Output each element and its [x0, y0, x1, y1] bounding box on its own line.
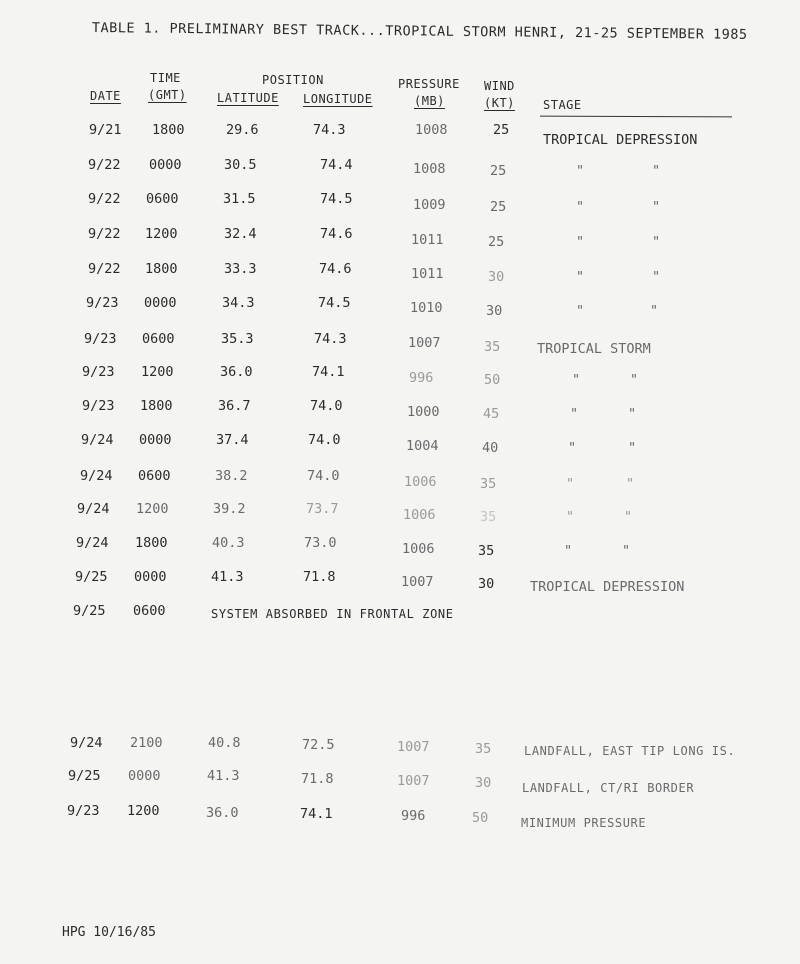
cell-pressure: 1011	[411, 266, 444, 282]
cell-stage-ditto: "	[564, 543, 573, 559]
header-wind-unit: (KT)	[484, 96, 515, 110]
cell-date: 9/25	[73, 603, 106, 619]
cell-pressure: 1008	[413, 161, 446, 177]
cell-stage-ditto: "	[652, 163, 661, 179]
cell-longitude: 74.5	[320, 191, 353, 207]
cell-latitude: 34.3	[222, 295, 255, 311]
cell-longitude: 72.5	[302, 737, 335, 753]
cell-wind: 25	[493, 122, 510, 138]
cell-latitude: 36.0	[220, 364, 253, 380]
table-row	[0, 295, 800, 319]
cell-wind: 25	[488, 234, 505, 250]
cell-latitude: 31.5	[223, 191, 256, 207]
table-row	[0, 364, 800, 388]
cell-time: 0000	[139, 432, 172, 448]
cell-date: 9/23	[82, 364, 115, 380]
cell-stage-ditto: "	[566, 476, 575, 492]
cell-stage-ditto: "	[650, 303, 659, 319]
cell-time: 2100	[130, 735, 163, 751]
cell-date: 9/25	[68, 768, 101, 784]
cell-stage-ditto: "	[622, 543, 631, 559]
header-position: POSITION	[262, 73, 324, 87]
cell-stage: TROPICAL DEPRESSION	[543, 132, 698, 148]
cell-longitude: 73.0	[304, 535, 337, 551]
cell-remark: MINIMUM PRESSURE	[521, 816, 647, 830]
cell-stage-ditto: "	[576, 199, 585, 215]
cell-latitude: 41.3	[211, 569, 244, 585]
cell-longitude: 74.0	[307, 468, 340, 484]
cell-date: 9/24	[77, 501, 110, 517]
cell-date: 9/24	[81, 432, 114, 448]
cell-latitude: 33.3	[224, 261, 257, 277]
cell-stage-ditto: "	[570, 406, 579, 422]
cell-date: 9/21	[89, 122, 122, 138]
table-row	[0, 432, 800, 456]
cell-latitude: 40.3	[212, 535, 245, 551]
table-row-absorbed	[0, 603, 800, 623]
cell-date: 9/22	[88, 191, 121, 207]
cell-time: 1800	[140, 398, 173, 414]
cell-longitude: 74.4	[320, 157, 353, 173]
cell-pressure: 1006	[403, 507, 436, 523]
cell-date: 9/23	[67, 803, 100, 819]
cell-date: 9/25	[75, 569, 108, 585]
cell-wind: 25	[490, 199, 507, 215]
table-row	[0, 261, 800, 285]
header-latitude: LATITUDE	[217, 91, 279, 105]
cell-stage-ditto: "	[576, 269, 585, 285]
cell-date: 9/23	[82, 398, 115, 414]
cell-longitude: 74.1	[312, 364, 345, 380]
cell-longitude: 73.7	[306, 501, 339, 517]
table-row	[0, 468, 800, 492]
cell-latitude: 41.3	[207, 768, 240, 784]
cell-time: 1200	[136, 501, 169, 517]
cell-stage-ditto: "	[628, 440, 637, 456]
cell-longitude: 71.8	[303, 569, 336, 585]
cell-wind: 25	[490, 163, 507, 179]
cell-latitude: 36.7	[218, 398, 251, 414]
cell-stage-ditto: "	[626, 476, 635, 492]
cell-pressure: 1006	[402, 541, 435, 557]
cell-date: 9/23	[84, 331, 117, 347]
table-row-extra	[0, 735, 800, 758]
cell-date: 9/23	[86, 295, 119, 311]
cell-time: 1200	[145, 226, 178, 242]
table-row	[0, 569, 800, 595]
cell-pressure: 996	[401, 808, 426, 824]
cell-wind: 30	[486, 303, 503, 319]
cell-pressure: 1007	[397, 739, 430, 755]
cell-wind: 45	[483, 406, 500, 422]
header-date: DATE	[90, 89, 121, 103]
header-time: TIME	[150, 71, 181, 85]
table-row-extra	[0, 768, 800, 795]
cell-wind: 35	[484, 339, 501, 355]
cell-wind: 35	[475, 741, 492, 757]
cell-time: 0000	[128, 768, 161, 784]
cell-longitude: 74.0	[310, 398, 343, 414]
cell-pressure: 1007	[401, 574, 434, 590]
table-row	[0, 122, 800, 148]
cell-date: 9/24	[70, 735, 103, 751]
cell-time: 0600	[133, 603, 166, 619]
table-row	[0, 157, 800, 177]
cell-wind: 50	[484, 372, 501, 388]
cell-stage: TROPICAL STORM	[537, 341, 651, 357]
cell-latitude: 38.2	[215, 468, 248, 484]
cell-wind: 50	[472, 810, 489, 826]
header-pressure: PRESSURE	[398, 77, 460, 91]
cell-stage-ditto: "	[652, 234, 661, 250]
cell-longitude: 74.6	[320, 226, 353, 242]
header-rule	[540, 116, 732, 118]
cell-wind: 40	[482, 440, 499, 456]
cell-latitude: 36.0	[206, 805, 239, 821]
cell-latitude: 32.4	[224, 226, 257, 242]
cell-longitude: 74.1	[300, 806, 333, 822]
cell-stage-ditto: "	[576, 234, 585, 250]
cell-time: 0000	[134, 569, 167, 585]
cell-remark: LANDFALL, CT/RI BORDER	[522, 781, 695, 795]
cell-date: 9/22	[88, 226, 121, 242]
cell-pressure: 1007	[397, 773, 430, 789]
header-time-unit: (GMT)	[148, 88, 187, 102]
cell-wind: 30	[488, 269, 505, 285]
cell-stage-ditto: "	[572, 372, 581, 388]
table-title: TABLE 1. PRELIMINARY BEST TRACK...TROPICAL STORM HENRI, 21-25 SEPTEMBER 1985	[91, 20, 748, 43]
cell-stage: TROPICAL DEPRESSION	[530, 579, 685, 595]
cell-longitude: 74.3	[313, 122, 346, 138]
cell-time: 1200	[127, 803, 160, 819]
cell-remark: LANDFALL, EAST TIP LONG IS.	[524, 744, 736, 758]
cell-wind: 35	[480, 509, 497, 525]
cell-time: 0600	[146, 191, 179, 207]
cell-time: 0000	[144, 295, 177, 311]
cell-wind: 35	[478, 543, 495, 559]
cell-latitude: 35.3	[221, 331, 254, 347]
cell-date: 9/24	[76, 535, 109, 551]
cell-stage-ditto: "	[576, 303, 585, 319]
cell-date: 9/22	[88, 157, 121, 173]
cell-pressure: 1004	[406, 438, 439, 454]
table-row	[0, 398, 800, 422]
cell-longitude: 74.0	[308, 432, 341, 448]
cell-date: 9/22	[88, 261, 121, 277]
cell-pressure: 1010	[410, 300, 443, 316]
cell-wind: 35	[480, 476, 497, 492]
cell-latitude: 40.8	[208, 735, 241, 751]
cell-pressure: 1011	[411, 232, 444, 248]
cell-wind: 30	[478, 576, 495, 592]
cell-pressure: 1000	[407, 404, 440, 420]
cell-longitude: 71.8	[301, 771, 334, 787]
table-row	[0, 331, 800, 357]
header-pressure-unit: (MB)	[414, 94, 445, 108]
cell-pressure: 1006	[404, 474, 437, 490]
cell-pressure: 1007	[408, 335, 441, 351]
table-row	[0, 535, 800, 559]
cell-longitude: 74.3	[314, 331, 347, 347]
table-row	[0, 191, 800, 215]
cell-stage-ditto: "	[576, 163, 585, 179]
cell-latitude: 30.5	[224, 157, 257, 173]
cell-time: 0600	[142, 331, 175, 347]
cell-stage-ditto: "	[566, 509, 575, 525]
table-row-extra	[0, 803, 800, 830]
cell-stage-ditto: "	[630, 372, 639, 388]
cell-time: 0600	[138, 468, 171, 484]
header-longitude: LONGITUDE	[303, 92, 373, 106]
cell-stage-ditto: "	[628, 406, 637, 422]
cell-time: 1800	[145, 261, 178, 277]
cell-time: 1800	[135, 535, 168, 551]
cell-wind: 30	[475, 775, 492, 791]
cell-pressure: 996	[409, 370, 434, 386]
cell-time: 0000	[149, 157, 182, 173]
cell-time: 1200	[141, 364, 174, 380]
footer-initials-date: HPG 10/16/85	[62, 925, 156, 940]
cell-stage-ditto: "	[652, 269, 661, 285]
cell-stage-ditto: "	[652, 199, 661, 215]
cell-longitude: 74.6	[319, 261, 352, 277]
cell-stage-ditto: "	[624, 509, 633, 525]
cell-latitude: 37.4	[216, 432, 249, 448]
cell-stage-ditto: "	[568, 440, 577, 456]
cell-pressure: 1009	[413, 197, 446, 213]
cell-time: 1800	[152, 122, 185, 138]
cell-longitude: 74.5	[318, 295, 351, 311]
table-row	[0, 226, 800, 250]
header-wind: WIND	[484, 79, 515, 93]
cell-pressure: 1008	[415, 122, 448, 138]
cell-date: 9/24	[80, 468, 113, 484]
header-stage: STAGE	[543, 98, 582, 112]
table-row	[0, 501, 800, 525]
cell-latitude: 39.2	[213, 501, 246, 517]
absorbed-note: SYSTEM ABSORBED IN FRONTAL ZONE	[211, 607, 454, 621]
cell-latitude: 29.6	[226, 122, 259, 138]
